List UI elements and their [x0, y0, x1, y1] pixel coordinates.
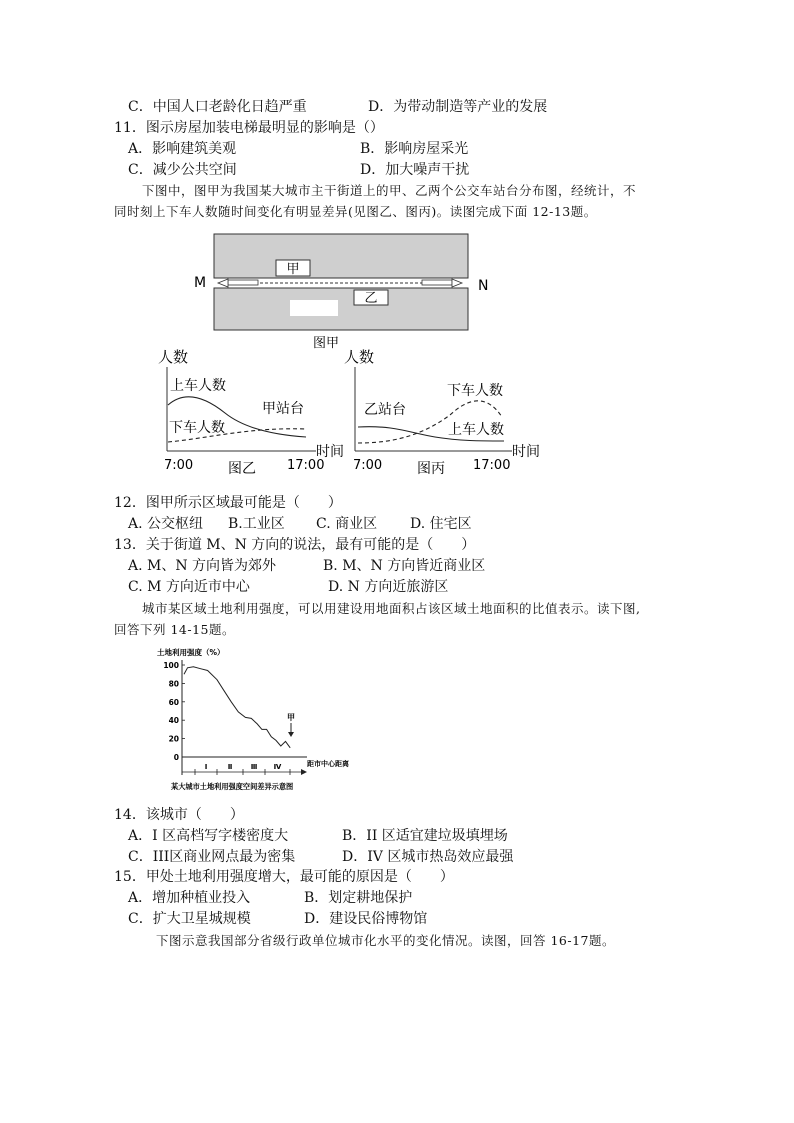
jia-annotation: 甲 [287, 713, 295, 722]
bing-x-start: 7:00 [353, 458, 383, 473]
yi-x-end: 17:00 [287, 458, 325, 473]
yi-caption: 图乙 [228, 461, 256, 477]
q11-option-b: B．影响房屋采光 [360, 141, 469, 157]
q15-option-b: B．划定耕地保护 [304, 890, 413, 906]
landuse-y-axis-title: 土地利用强度（%） [157, 648, 225, 657]
q10-option-d: D．为带动制造等产业的发展 [368, 99, 548, 115]
station-jia-label: 甲 [286, 262, 300, 277]
yi-series-on-label: 上车人数 [170, 378, 226, 394]
q14-option-d: D．IV 区城市热岛效应最强 [342, 849, 514, 865]
q12-option-b: B.工业区 [228, 516, 285, 532]
q14-stem: 14．该城市（ ） [114, 807, 244, 823]
q11-stem: 11．图示房屋加装电梯最明显的影响是（） [114, 120, 384, 136]
bing-x-end: 17:00 [473, 458, 511, 473]
landuse-zone-arrow [301, 769, 307, 775]
jia-pointer-head [288, 732, 294, 737]
figure-bing-chart [340, 345, 550, 477]
landuse-zone-label: Ⅰ [204, 763, 208, 771]
landuse-ytick-label: 0 [173, 753, 179, 762]
bing-station-label: 乙站台 [364, 402, 406, 418]
q15-stem: 15．甲处土地利用强度增大，最可能的原因是（ ） [114, 869, 454, 885]
landuse-intensity-line [184, 667, 290, 748]
land-use-intensity-chart [155, 645, 370, 795]
figure-yi-chart [150, 345, 350, 477]
q11-option-a: A．影响建筑美观 [128, 141, 237, 157]
south-block [214, 288, 468, 330]
landuse-zone-label: Ⅲ [250, 763, 258, 771]
q13-option-a: A. M、N 方向皆为郊外 [128, 558, 277, 574]
arrow-east-shaft [422, 280, 452, 285]
bing-x-axis-label: 时间 [512, 444, 540, 460]
intro-12-13-line2: 同时刻上下车人数随时间变化有明显差异(见图乙、图丙)。读图完成下面 12-13题。 [114, 204, 597, 219]
q11-option-d: D．加大噪声干扰 [360, 162, 470, 178]
landuse-ytick-label: 80 [168, 679, 179, 689]
arrow-east-head [452, 279, 462, 287]
q15-option-d: D．建设民俗博物馆 [304, 911, 428, 927]
yi-y-axis-label: 人数 [158, 348, 189, 366]
bing-caption: 图丙 [417, 461, 445, 477]
q11-option-c: C．减少公共空间 [128, 162, 237, 178]
q15-option-c: C．扩大卫星城规模 [128, 911, 251, 927]
yi-x-axis-label: 时间 [316, 444, 344, 460]
north-block [214, 234, 468, 278]
q14-option-c: C．III区商业网点最为密集 [128, 849, 296, 865]
intro-14-15-line1: 城市某区域土地利用强度，可以用建设用地面积占该区域土地面积的比值表示。读下图, [142, 601, 641, 616]
q14-option-b: B．II 区适宜建垃圾填埋场 [342, 828, 508, 844]
q12-option-d: D. 住宅区 [410, 516, 472, 532]
q12-option-c: C. 商业区 [316, 516, 378, 532]
q12-option-a: A. 公交枢纽 [128, 516, 204, 532]
landuse-zone-label: Ⅱ [227, 763, 233, 771]
figure-jia-street-map [190, 230, 490, 350]
yi-x-start: 7:00 [164, 458, 194, 473]
intro-12-13-line1: 下图中，图甲为我国某大城市主干街道上的甲、乙两个公交车站台分布图，经统计，不 [142, 183, 637, 198]
landuse-ytick-label: 40 [168, 716, 179, 726]
q15-option-a: A．增加种植业投入 [128, 890, 251, 906]
landuse-ytick-label: 100 [163, 661, 179, 670]
q12-stem: 12．图甲所示区域最可能是（ ） [114, 495, 342, 511]
blank-patch [290, 300, 338, 316]
q14-option-a: A．I 区高档写字楼密度大 [128, 828, 289, 844]
direction-m-label: M [194, 275, 207, 291]
landuse-ytick-label: 20 [168, 734, 179, 744]
q13-option-b: B. M、N 方向皆近商业区 [323, 558, 486, 574]
arrow-west-shaft [228, 280, 258, 285]
q13-option-c: C. M 方向近市中心 [128, 579, 250, 595]
landuse-x-axis-title: 距市中心距离 [307, 760, 349, 768]
q13-option-d: D. N 方向近旅游区 [328, 579, 449, 595]
yi-station-label: 甲站台 [262, 401, 304, 417]
landuse-ytick-label: 60 [168, 697, 179, 707]
q13-stem: 13．关于街道 M、N 方向的说法，最有可能的是（ ） [114, 537, 476, 553]
station-yi-label: 乙 [364, 291, 378, 306]
intro-14-15-line2: 回答下列 14-15题。 [114, 622, 236, 637]
landuse-zone-label: Ⅳ [273, 763, 282, 771]
bing-series-off-label: 下车人数 [447, 383, 503, 399]
arrow-west-head [218, 279, 228, 287]
yi-series-off-label: 下车人数 [169, 420, 225, 436]
intro-16-17-line1: 下图示意我国部分省级行政单位城市化水平的变化情况。读图，回答 16-17题。 [156, 933, 616, 948]
q10-option-c: C．中国人口老龄化日趋严重 [128, 99, 307, 115]
bing-y-axis-label: 人数 [344, 348, 375, 366]
direction-n-label: N [478, 278, 489, 294]
figure-jia-caption: 图甲 [312, 336, 340, 350]
bing-series-on-label: 上车人数 [448, 422, 504, 438]
landuse-chart-title: 某大城市土地利用强度空间差异示意图 [171, 782, 294, 791]
